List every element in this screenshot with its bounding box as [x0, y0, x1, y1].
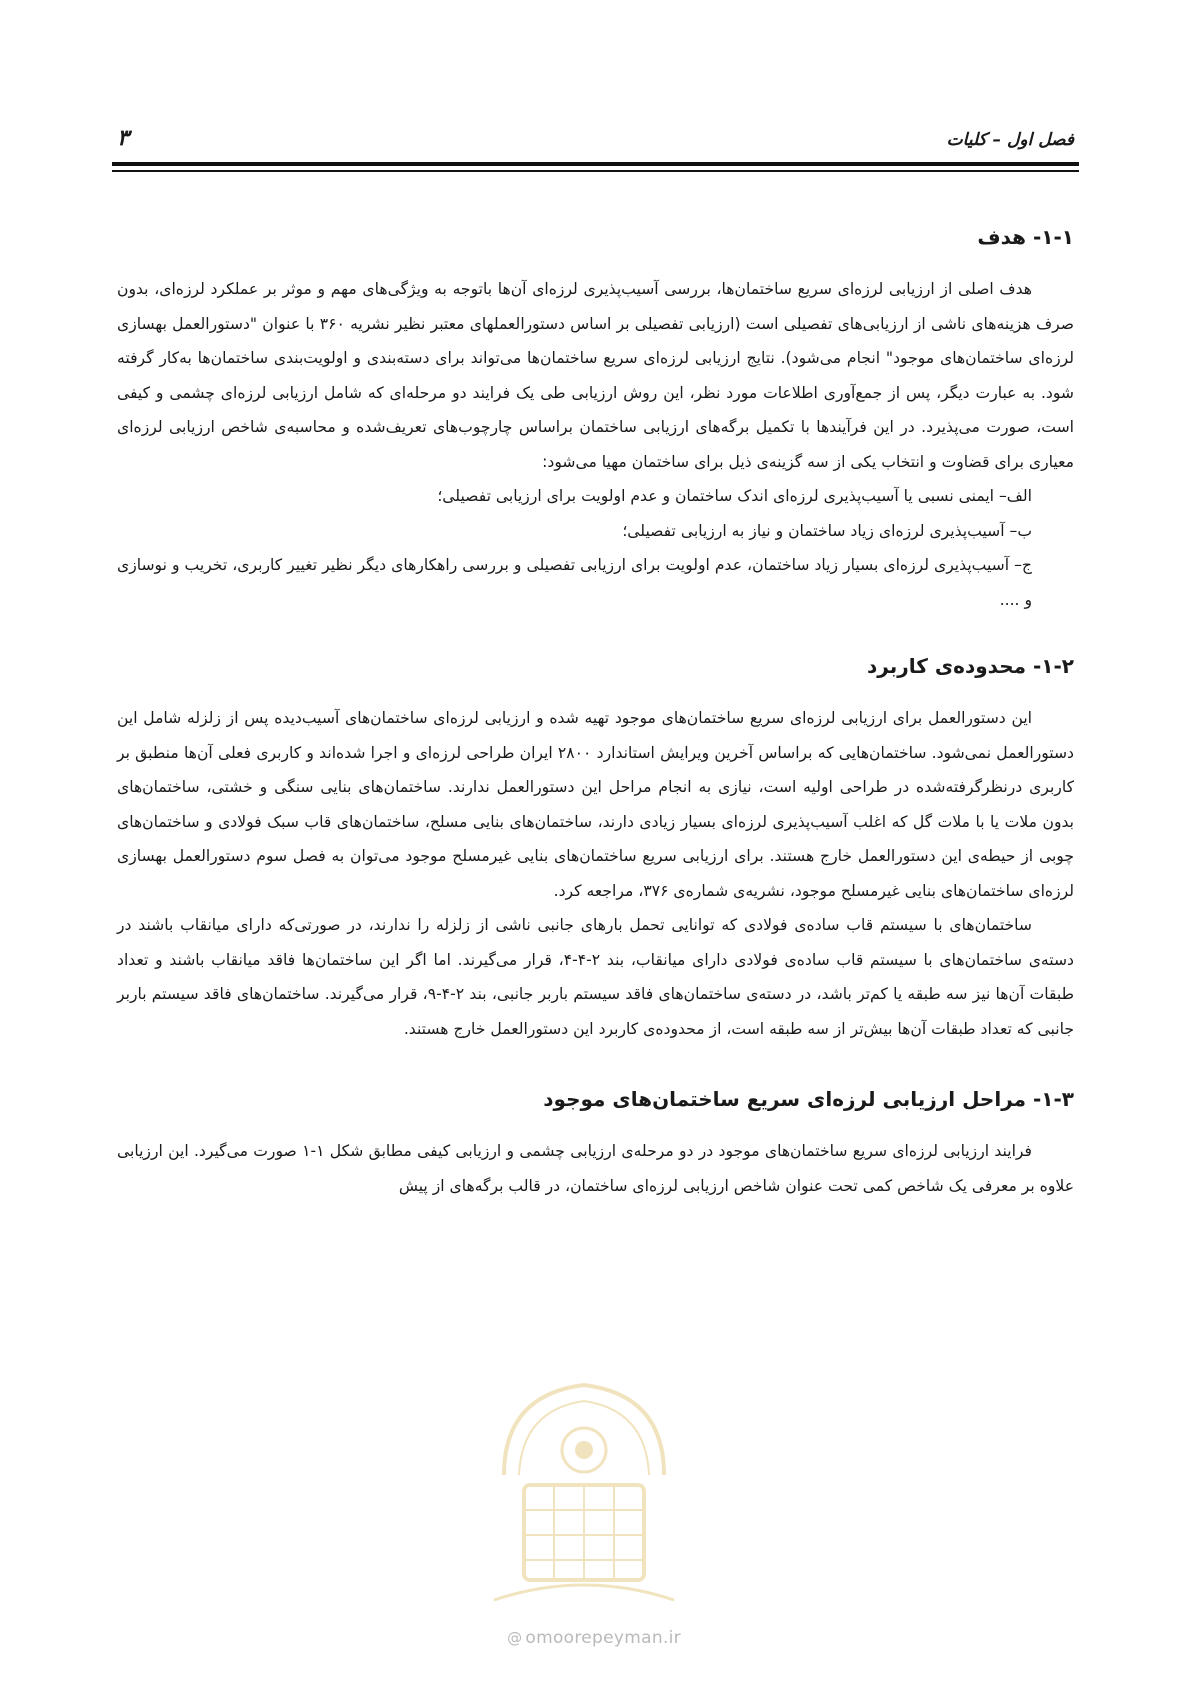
running-header: [117, 126, 1074, 151]
section-heading-goal: ۱-۱- هدف: [977, 225, 1074, 249]
main-content: [117, 222, 1074, 1203]
paragraph-goal: هدف اصلی از ارزیابی لرزه‌ای سریع ساختمان‌ها، بررسی آسیب‌پذیری لرزه‌ای آن‌ها باتوجه به ویژگی‌های مهم و موثر بر عملکرد لرزه‌ای، بدون صرف هزینه‌های ناشی از ارزیابی‌های تفصیلی است (ارزیابی تفصیلی بر اساس دستورالعملهای معتبر نظیر نشریه ۳۶۰ با عنوان "دستورالعمل بهسازی لرزه‌ای ساختمان‌های موجود" انجام می‌شود). نتایج ارزیابی لرزه‌ای سریع ساختمان‌ها می‌تواند برای دسته‌بندی و اولویت‌بندی ساختمان‌ها به‌کار گرفته شود. به عبارت دیگر، پس از جمع‌آوری اطلاعات مورد نظر، این روش ارزیابی طی یک فرایند دو مرحله‌ای که شامل ارزیابی لرزه‌ای چشمی و کیفی است، صورت می‌پذیرد. در این فرآیندها با تکمیل برگه‌های ارزیابی ساختمان براساس چارچوب‌های تعریف‌شده و محاسبه‌ی شاخص ارزیابی لرزه‌ای معیاری برای قضاوت و انتخاب یکی از سه گزینه‌ی ذیل برای ساختمان مهیا می‌شود:: [117, 280, 1074, 471]
section-heading-stages: ۱-۳- مراحل ارزیابی لرزه‌ای سریع ساختمان‌های موجود: [543, 1087, 1074, 1111]
watermark-site-label: omoorepeyman.ir: [525, 1628, 681, 1648]
list-item-jim: ج– آسیب‌پذیری لرزه‌ای بسیار زیاد ساختمان، عدم اولویت برای ارزیابی تفصیلی و بررسی راهکارهای دیگر نظیر تغییر کاربری، تخریب و نوسازی و ....: [117, 556, 1032, 609]
watermark-site: [494, 1628, 694, 1648]
section-heading-scope: ۱-۲- محدوده‌ی کاربرد: [867, 654, 1074, 678]
header-rule-thick: [112, 162, 1079, 166]
paragraph-scope-2: ساختمان‌های با سیستم قاب ساده‌ی فولادی که توانایی تحمل بارهای جانبی ناشی از زلزله را ندارند، در صورتی‌که دارای میانقاب باشند در دسته‌ی ساختمان‌های با سیستم قاب ساده‌ی فولادی دارای میانقاب، بند ۲-۴-۴، قرار می‌گیرند. اما اگر این ساختمان‌ها فاقد میانقاب باشند و تعداد طبقات آن‌ها نیز سه طبقه یا کم‌تر باشد، در دسته‌ی ساختمان‌های فاقد سیستم باربر جانبی، بند ۲-۴-۹، قرار می‌گیرند. ساختمان‌های فاقد سیستم باربر جانبی که تعداد طبقات آن‌ها بیش‌تر از سه طبقه است، از محدوده‌ی کاربرد این دستورالعمل خارج هستند.: [117, 916, 1074, 1038]
header-rule-thin: [112, 170, 1079, 172]
list-item-be: ب– آسیب‌پذیری لرزه‌ای زیاد ساختمان و نیاز به ارزیابی تفصیلی؛: [622, 521, 1032, 540]
paragraph-stages: فرایند ارزیابی لرزه‌ای سریع ساختمان‌های موجود در دو مرحله‌ی ارزیابی چشمی و ارزیابی کیفی مطابق شکل ۱-۱ صورت می‌گیرد. این ارزیابی علاوه بر معرفی یک شاخص کمی تحت عنوان شاخص ارزیابی لرزه‌ای ساختمان، در قالب برگه‌های از پیش: [117, 1142, 1074, 1195]
paragraph-scope-1: این دستورالعمل برای ارزیابی لرزه‌ای سریع ساختمان‌های موجود تهیه شده و ارزیابی لرزه‌ای ساختمان‌های آسیب‌دیده پس از زلزله شامل این دستورالعمل نمی‌شود. ساختمان‌هایی که براساس آخرین ویرایش استاندارد ۲۸۰۰ ایران طراحی لرزه‌ای و اجرا شده‌اند و کاربری فعلی آن‌ها منطبق بر کاربری درنظرگرفته‌شده در طراحی اولیه است، نیازی به انجام مراحل این دستورالعمل ندارند. ساختمان‌های بنایی سنگی و خشتی، ساختمان‌های بدون ملات یا با ملات گل که اغلب آسیب‌پذیری لرزه‌ای بسیار زیادی دارند، ساختمان‌های بنایی مسلح، ساختمان‌های قاب سبک فولادی و ساختمان‌های چوبی از حیطه‌ی این دستورالعمل خارج هستند. برای ارزیابی سریع ساختمان‌های بنایی غیرمسلح موجود می‌توان به فصل سوم دستورالعمل بهسازی لرزه‌ای ساختمان‌های بنایی غیرمسلح موجود، نشریه‌ی شماره‌ی ۳۷۶، مراجعه کرد.: [117, 709, 1074, 900]
watermark-at-icon: @: [507, 1629, 523, 1647]
chapter-title: فصل اول – کلیات: [946, 130, 1074, 150]
options-list: [117, 479, 1074, 617]
page-number: ۳: [117, 126, 129, 151]
watermark-seal-logo: [474, 1365, 694, 1615]
list-item-alef: الف– ایمنی نسبی یا آسیب‌پذیری لرزه‌ای اندک ساختمان و عدم اولویت برای ارزیابی تفصیلی؛: [437, 487, 1032, 505]
